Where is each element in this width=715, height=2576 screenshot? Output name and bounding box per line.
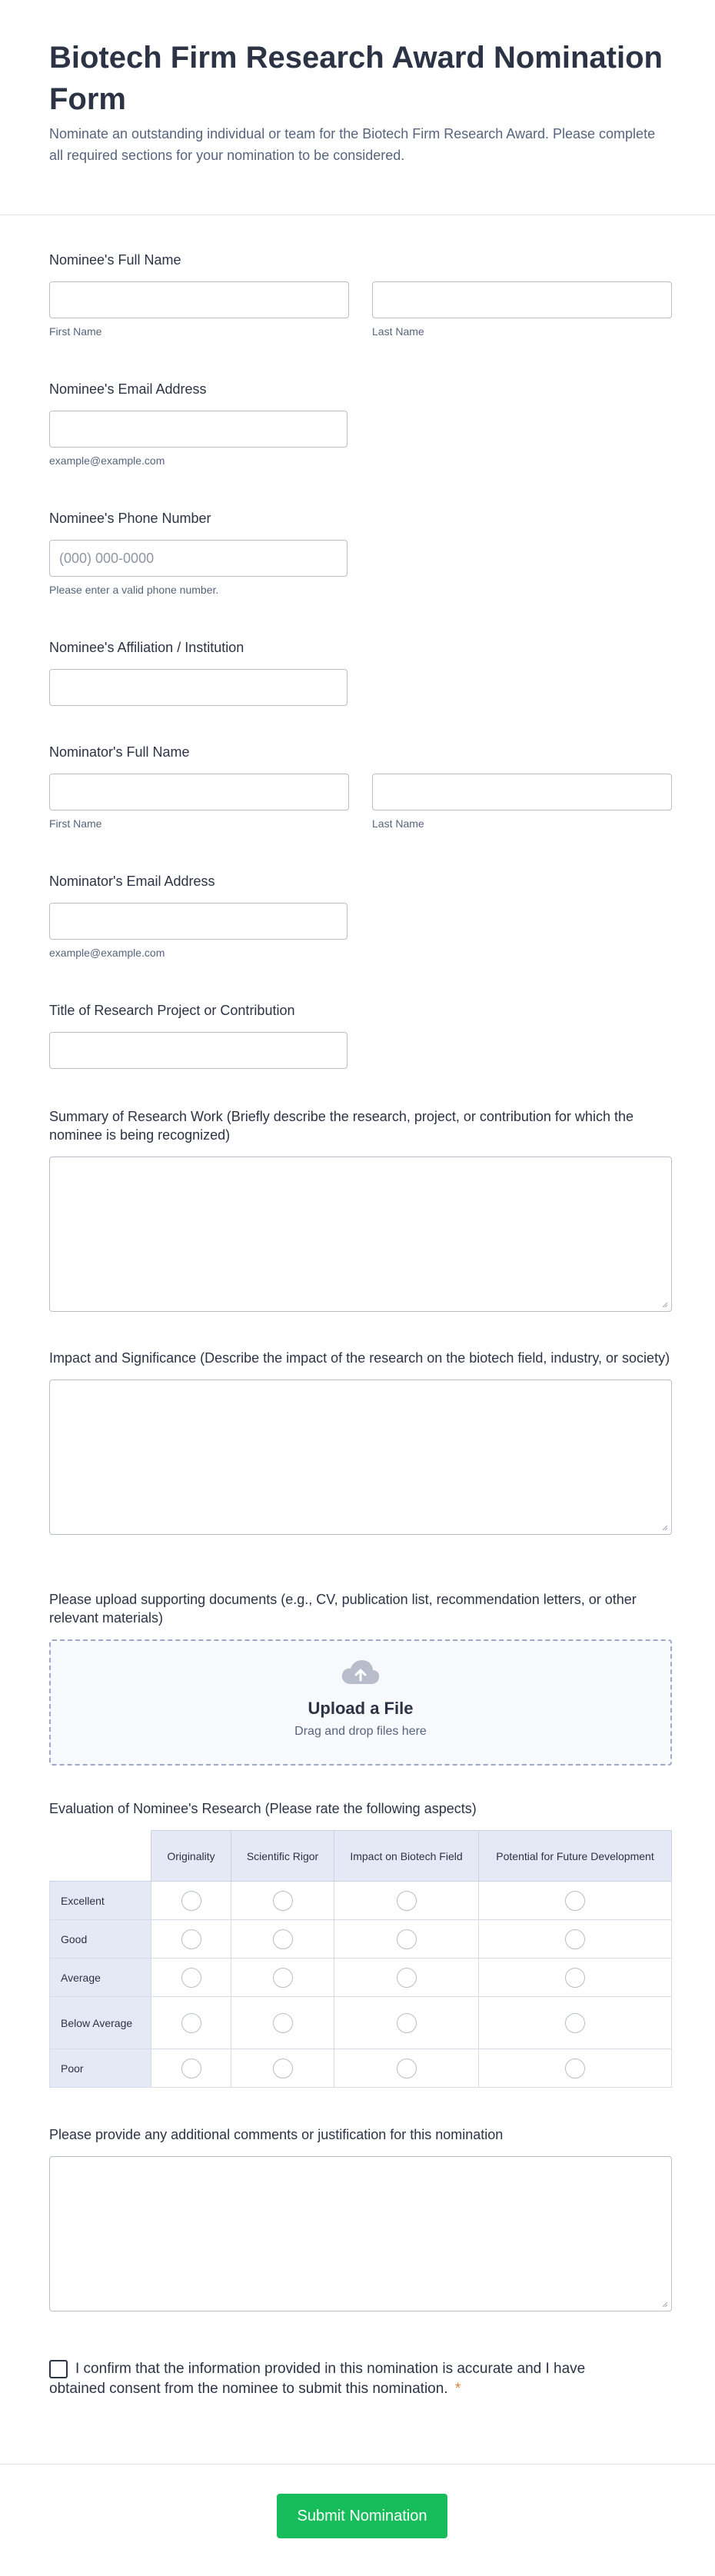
nominee-phone-field: [49, 509, 672, 596]
nominee-email-label: Nominee's Email Address: [49, 381, 207, 397]
matrix-col-header: Scientific Rigor: [231, 1831, 334, 1882]
rating-radio[interactable]: [565, 2058, 585, 2078]
nominee-affiliation-input[interactable]: [49, 669, 348, 706]
matrix-row-good: [50, 1920, 672, 1959]
confirm-field: [49, 2359, 672, 2399]
rating-radio[interactable]: [273, 1891, 293, 1911]
rating-radio[interactable]: [565, 1968, 585, 1988]
nominator-last-name-input[interactable]: [372, 774, 672, 810]
rating-radio[interactable]: [565, 1929, 585, 1949]
matrix-corner: [50, 1831, 151, 1882]
form-header: [0, 0, 715, 215]
rating-radio[interactable]: [565, 1891, 585, 1911]
summary-label: Summary of Research Work (Briefly describe the research, project, or contribution for which the nominee is being recognized): [49, 1109, 634, 1143]
confirm-label: I confirm that the information provided in this nomination is accurate and I have obtained consent from the nominee to submit this nomination.: [49, 2361, 586, 2397]
project-title-field: [49, 1001, 672, 1069]
summary-textarea[interactable]: [49, 1157, 672, 1312]
rating-radio[interactable]: [273, 2013, 293, 2033]
upload-title: Upload a File: [308, 1699, 414, 1718]
resize-handle-icon[interactable]: [660, 2300, 668, 2308]
nominator-email-sublabel: example@example.com: [49, 947, 165, 959]
evaluation-label: Evaluation of Nominee's Research (Please rate the following aspects): [49, 1801, 477, 1816]
nominee-name-label: Nominee's Full Name: [49, 252, 181, 268]
comments-label: Please provide any additional comments or justification for this nomination: [49, 2127, 504, 2142]
nominator-first-name-input[interactable]: [49, 774, 349, 810]
form-title: Biotech Firm Research Award Nomination Form: [49, 41, 663, 116]
upload-label: Please upload supporting documents (e.g., CV, publication list, recommendation letters, or other relevant materials): [49, 1592, 637, 1626]
form-footer: [0, 2464, 715, 2576]
evaluation-matrix: [49, 1830, 672, 2088]
project-title-label: Title of Research Project or Contribution: [49, 1003, 295, 1018]
nominator-email-label: Nominator's Email Address: [49, 874, 215, 889]
rating-radio[interactable]: [181, 2013, 201, 2033]
rating-radio[interactable]: [273, 1929, 293, 1949]
nominator-email-input[interactable]: [49, 903, 348, 940]
submit-button[interactable]: Submit Nomination: [277, 2494, 447, 2538]
resize-handle-icon[interactable]: [660, 1300, 668, 1308]
nominee-email-input[interactable]: [49, 411, 348, 448]
rating-radio[interactable]: [181, 2058, 201, 2078]
resize-handle-icon[interactable]: [660, 1523, 668, 1531]
comments-textarea[interactable]: [49, 2156, 672, 2311]
rating-radio[interactable]: [397, 2013, 417, 2033]
nominator-first-name-sublabel: First Name: [49, 817, 102, 830]
rating-radio[interactable]: [397, 2058, 417, 2078]
rating-radio[interactable]: [397, 1891, 417, 1911]
nominator-name-label: Nominator's Full Name: [49, 744, 190, 760]
nominee-affiliation-field: [49, 638, 672, 706]
matrix-col-header: Impact on Biotech Field: [334, 1831, 479, 1882]
nominee-phone-label: Nominee's Phone Number: [49, 511, 211, 526]
file-upload-dropzone[interactable]: [49, 1639, 672, 1766]
nominee-last-name-sublabel: Last Name: [372, 325, 424, 338]
upload-subtitle: Drag and drop files here: [294, 1725, 427, 1738]
rating-radio[interactable]: [565, 2013, 585, 2033]
confirm-checkbox[interactable]: [49, 2360, 68, 2378]
matrix-row-label: Average: [50, 1959, 151, 1997]
nominee-phone-sublabel: Please enter a valid phone number.: [49, 584, 219, 596]
nominee-last-name-input[interactable]: [372, 281, 672, 318]
summary-field: [49, 1107, 672, 1312]
impact-label: Impact and Significance (Describe the impact of the research on the biotech field, industry, or society): [49, 1350, 670, 1366]
matrix-row-average: [50, 1959, 672, 1997]
required-asterisk: *: [454, 2381, 461, 2397]
rating-radio[interactable]: [181, 1929, 201, 1949]
evaluation-field: [49, 1799, 672, 2088]
matrix-row-label: Excellent: [50, 1882, 151, 1920]
nominee-first-name-sublabel: First Name: [49, 325, 102, 338]
matrix-col-header: Potential for Future Development: [479, 1831, 672, 1882]
rating-radio[interactable]: [397, 1968, 417, 1988]
nominator-last-name-sublabel: Last Name: [372, 817, 424, 830]
comments-field: [49, 2125, 672, 2311]
matrix-row-label: Good: [50, 1920, 151, 1959]
rating-radio[interactable]: [273, 2058, 293, 2078]
matrix-col-header: Originality: [151, 1831, 231, 1882]
matrix-row-excellent: [50, 1882, 672, 1920]
form-subtitle: Nominate an outstanding individual or team for the Biotech Firm Research Award. Please complete all required sections for your nomination to be considered.: [49, 126, 656, 163]
nominee-affiliation-label: Nominee's Affiliation / Institution: [49, 640, 244, 655]
nominee-phone-input[interactable]: (000) 000-0000: [49, 540, 348, 577]
cloud-upload-icon: [340, 1658, 381, 1689]
impact-field: [49, 1349, 672, 1535]
nominee-email-sublabel: example@example.com: [49, 454, 165, 467]
matrix-row-poor: [50, 2049, 672, 2088]
nominee-email-field: [49, 380, 672, 467]
rating-radio[interactable]: [397, 1929, 417, 1949]
nominator-name-field: [49, 743, 672, 830]
nominee-first-name-input[interactable]: [49, 281, 349, 318]
impact-textarea[interactable]: [49, 1380, 672, 1535]
project-title-input[interactable]: [49, 1032, 348, 1069]
matrix-row-below-average: [50, 1997, 672, 2049]
nominator-email-field: [49, 872, 672, 959]
nominee-name-field: [49, 251, 672, 338]
matrix-row-label: Poor: [50, 2049, 151, 2088]
matrix-row-label: Below Average: [50, 1997, 151, 2049]
rating-radio[interactable]: [181, 1968, 201, 1988]
rating-radio[interactable]: [273, 1968, 293, 1988]
rating-radio[interactable]: [181, 1891, 201, 1911]
upload-field: [49, 1590, 672, 1766]
